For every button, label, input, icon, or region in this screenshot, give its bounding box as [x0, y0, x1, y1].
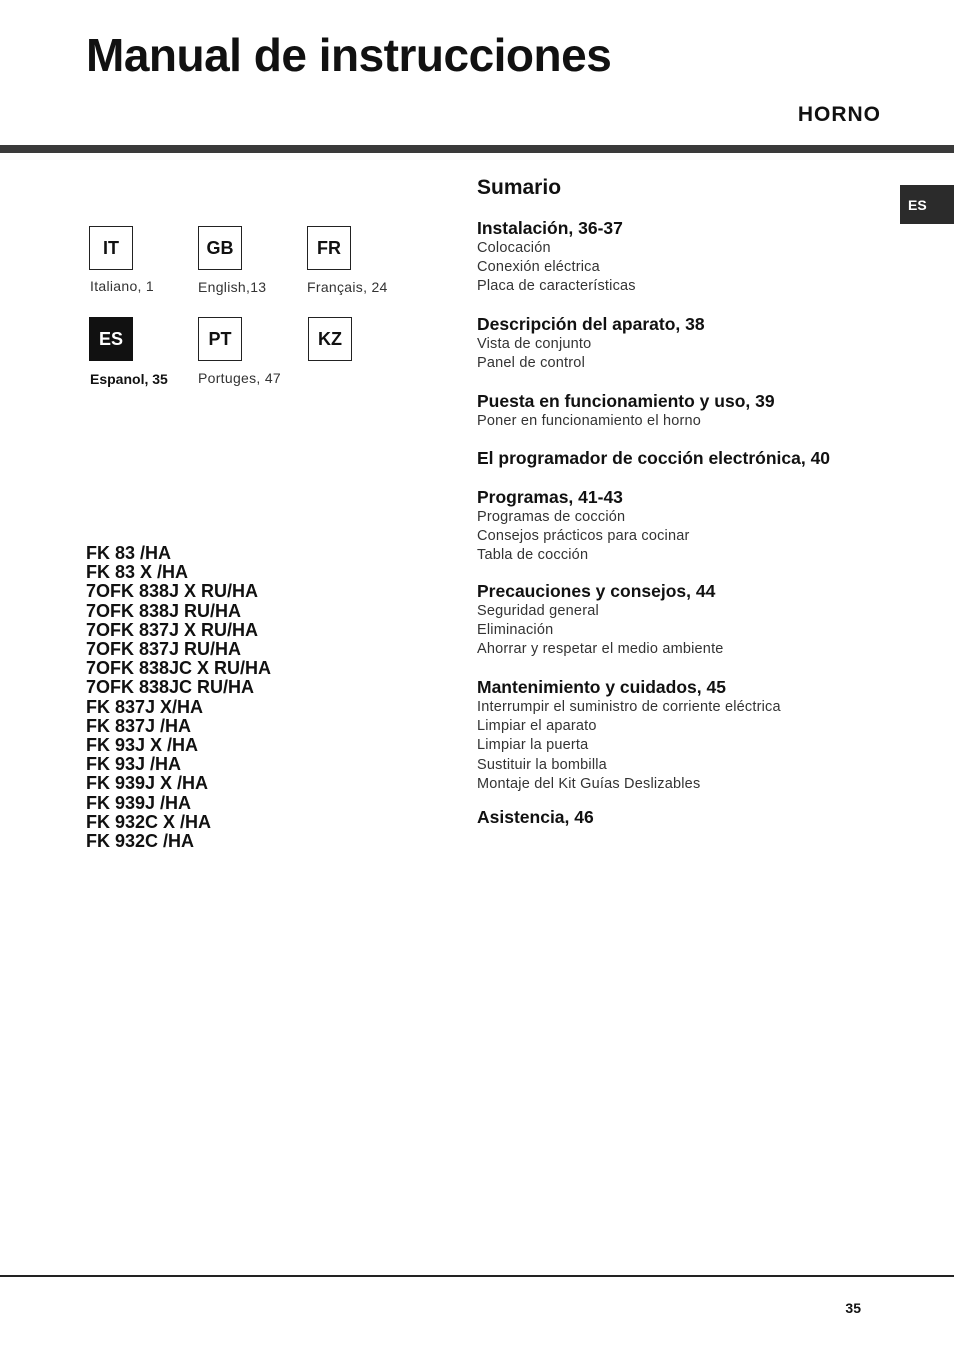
model-item: 7OFK 838J RU/HA	[86, 600, 242, 621]
toc-section-programas	[477, 487, 690, 566]
bottom-divider	[0, 1275, 954, 1277]
model-item: FK 837J /HA	[86, 715, 192, 736]
model-item: FK 83 X /HA	[86, 562, 189, 583]
top-divider	[0, 145, 954, 153]
toc-heading[interactable]: Precauciones y consejos, 44	[477, 581, 716, 601]
language-box-fr[interactable]: FR	[307, 226, 351, 270]
language-label-es: Espanol, 35	[90, 371, 168, 387]
model-item: FK 932C X /HA	[86, 811, 212, 832]
toc-heading[interactable]: Descripción del aparato, 38	[477, 314, 705, 334]
model-item: FK 837J X/HA	[86, 696, 204, 717]
language-box-es[interactable]: ES	[89, 317, 133, 361]
toc-item[interactable]: Sustituir la bombilla	[477, 756, 607, 773]
toc-item[interactable]: Panel de control	[477, 355, 585, 372]
toc-item[interactable]: Conexión eléctrica	[477, 259, 600, 276]
toc-item[interactable]: Tabla de cocción	[477, 547, 589, 564]
toc-item[interactable]: Poner en funcionamiento el horno	[477, 413, 702, 429]
toc-section-asistencia	[477, 807, 594, 828]
toc-item[interactable]: Limpiar el aparato	[477, 718, 597, 735]
toc-section-programador	[477, 448, 830, 469]
model-item: 7OFK 838JC X RU/HA	[86, 658, 272, 679]
toc-section-mantenimiento	[477, 677, 781, 794]
model-item: 7OFK 838JC RU/HA	[86, 677, 255, 698]
toc-heading[interactable]: Instalación, 36-37	[477, 218, 623, 238]
toc-item[interactable]: Interrumpir el suministro de corriente eléctrica	[477, 699, 781, 715]
model-item: FK 939J X /HA	[86, 773, 209, 794]
toc-heading[interactable]: Mantenimiento y cuidados, 45	[477, 677, 726, 697]
toc-section-precauciones	[477, 581, 724, 660]
toc-item[interactable]: Placa de características	[477, 278, 636, 295]
model-item: 7OFK 837J RU/HA	[86, 639, 242, 660]
language-side-tab: ES	[900, 185, 954, 224]
language-label-fr: Français, 24	[307, 279, 388, 295]
language-box-it[interactable]: IT	[89, 226, 133, 270]
toc-title: Sumario	[477, 176, 562, 199]
toc-item[interactable]: Colocación	[477, 240, 551, 256]
model-item: 7OFK 837J X RU/HA	[86, 619, 259, 640]
toc-item[interactable]: Vista de conjunto	[477, 336, 592, 352]
toc-item[interactable]: Limpiar la puerta	[477, 737, 589, 754]
toc-item[interactable]: Montaje del Kit Guías Deslizables	[477, 775, 701, 792]
model-item: FK 93J X /HA	[86, 735, 199, 756]
page-number: 35	[845, 1300, 861, 1316]
toc-item[interactable]: Ahorrar y respetar el medio ambiente	[477, 641, 724, 658]
model-item: FK 83 /HA	[86, 543, 172, 563]
toc-heading[interactable]: Asistencia, 46	[477, 807, 594, 827]
language-box-gb[interactable]: GB	[198, 226, 242, 270]
language-label-it: Italiano, 1	[90, 278, 155, 294]
toc-item[interactable]: Seguridad general	[477, 603, 599, 619]
toc-section-puesta	[477, 391, 775, 431]
toc-section-instalacion	[477, 218, 636, 297]
toc-item[interactable]: Programas de cocción	[477, 509, 626, 525]
toc-heading[interactable]: El programador de cocción electrónica, 40	[477, 448, 831, 468]
model-item: FK 93J /HA	[86, 754, 182, 775]
section-word: HORNO	[797, 103, 881, 126]
page-title: Manual de instrucciones	[86, 29, 612, 81]
language-box-kz[interactable]: KZ	[308, 317, 352, 361]
model-item: 7OFK 838J X RU/HA	[86, 581, 259, 602]
model-item: FK 932C /HA	[86, 831, 195, 852]
toc-item[interactable]: Consejos prácticos para cocinar	[477, 528, 690, 545]
language-box-pt[interactable]: PT	[198, 317, 242, 361]
toc-heading[interactable]: Programas, 41-43	[477, 487, 623, 507]
toc-item[interactable]: Eliminación	[477, 622, 554, 639]
toc-section-descripcion	[477, 314, 705, 373]
model-list	[86, 544, 271, 851]
language-label-gb: English,13	[198, 279, 267, 295]
toc-heading[interactable]: Puesta en funcionamiento y uso, 39	[477, 391, 775, 411]
model-item: FK 939J /HA	[86, 792, 192, 813]
language-label-pt: Portuges, 47	[198, 370, 281, 386]
